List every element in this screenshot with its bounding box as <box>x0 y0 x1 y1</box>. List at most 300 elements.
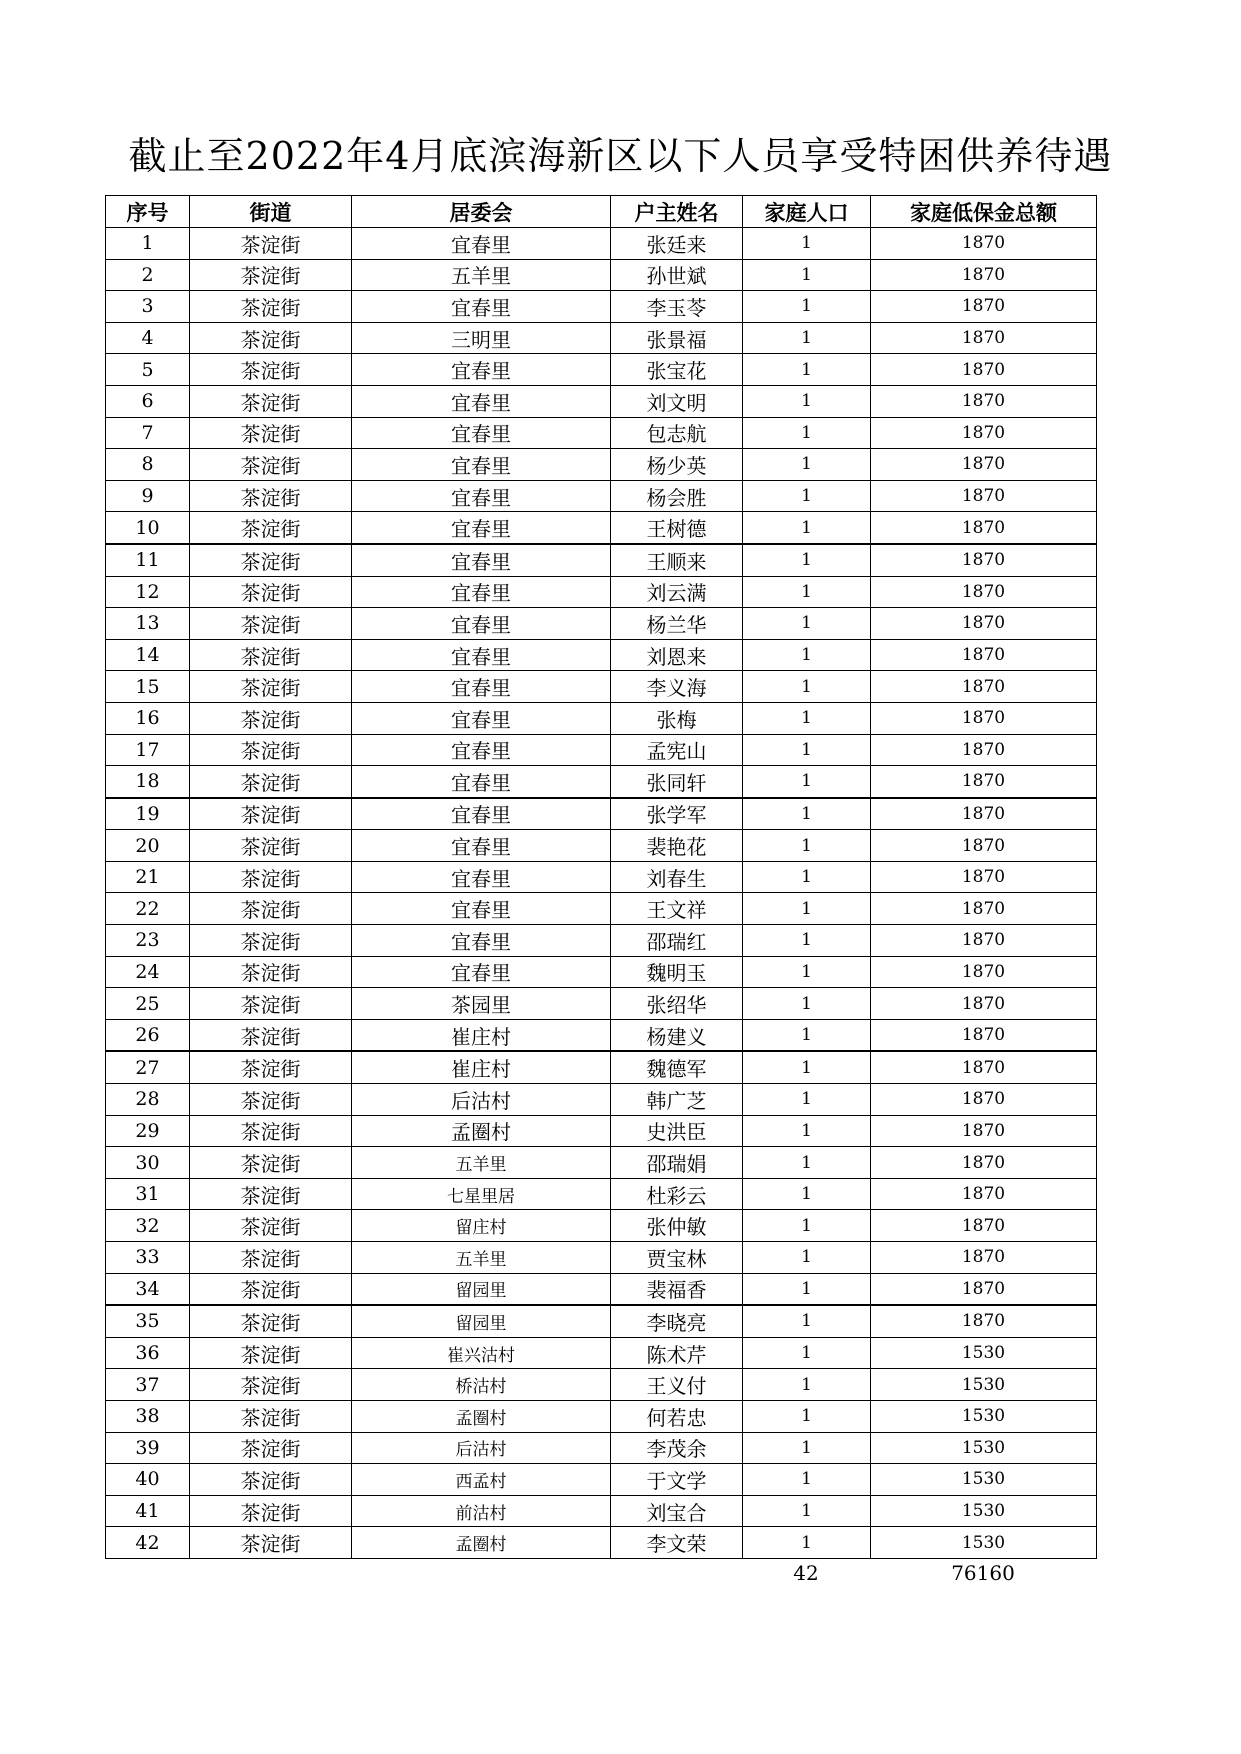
cell-committee: 宜春里 <box>352 385 611 417</box>
table-row <box>106 608 1097 640</box>
cell-householder: 魏明玉 <box>611 956 743 988</box>
table-row <box>106 1019 1097 1051</box>
cell-population: 1 <box>743 1400 871 1432</box>
cell-street: 茶淀街 <box>190 1147 352 1179</box>
cell-amount: 1870 <box>871 956 1097 988</box>
cell-committee: 五羊里 <box>352 259 611 291</box>
cell-householder: 孟宪山 <box>611 734 743 766</box>
cell-population: 1 <box>743 1115 871 1147</box>
cell-population: 1 <box>743 830 871 862</box>
cell-amount: 1870 <box>871 734 1097 766</box>
cell-householder: 裴福香 <box>611 1273 743 1305</box>
cell-amount: 1530 <box>871 1337 1097 1369</box>
table-row <box>106 322 1097 354</box>
cell-street: 茶淀街 <box>190 608 352 640</box>
cell-householder: 张宝花 <box>611 354 743 386</box>
cell-householder: 刘恩来 <box>611 639 743 671</box>
header-row <box>106 196 1097 228</box>
cell-street: 茶淀街 <box>190 259 352 291</box>
table-row <box>106 1400 1097 1432</box>
cell-street: 茶淀街 <box>190 544 352 576</box>
cell-population: 1 <box>743 512 871 544</box>
cell-committee: 宜春里 <box>352 480 611 512</box>
table-row <box>106 766 1097 798</box>
cell-amount: 1870 <box>871 417 1097 449</box>
cell-index: 36 <box>106 1337 190 1369</box>
cell-index: 24 <box>106 956 190 988</box>
cell-index: 38 <box>106 1400 190 1432</box>
cell-householder: 李晓亮 <box>611 1305 743 1337</box>
col-header-population: 家庭人口 <box>743 196 871 228</box>
table-row <box>106 1051 1097 1083</box>
cell-street: 茶淀街 <box>190 576 352 608</box>
cell-index: 26 <box>106 1019 190 1051</box>
cell-householder: 何若忠 <box>611 1400 743 1432</box>
cell-population: 1 <box>743 1464 871 1496</box>
cell-index: 19 <box>106 798 190 830</box>
table-row <box>106 1242 1097 1274</box>
cell-index: 37 <box>106 1369 190 1401</box>
cell-amount: 1870 <box>871 449 1097 481</box>
cell-householder: 于文学 <box>611 1464 743 1496</box>
cell-population: 1 <box>743 354 871 386</box>
cell-index: 33 <box>106 1242 190 1274</box>
table-row <box>106 830 1097 862</box>
cell-committee: 宜春里 <box>352 956 611 988</box>
cell-committee: 宜春里 <box>352 671 611 703</box>
cell-committee: 后沽村 <box>352 1432 611 1464</box>
table-row <box>106 1464 1097 1496</box>
cell-index: 16 <box>106 702 190 734</box>
table-row <box>106 449 1097 481</box>
cell-committee: 孟圈村 <box>352 1400 611 1432</box>
table-row <box>106 259 1097 291</box>
col-header-index: 序号 <box>106 196 190 228</box>
cell-index: 11 <box>106 544 190 576</box>
cell-committee: 宜春里 <box>352 544 611 576</box>
cell-amount: 1870 <box>871 1305 1097 1337</box>
cell-street: 茶淀街 <box>190 1019 352 1051</box>
cell-committee: 崔兴沽村 <box>352 1337 611 1369</box>
cell-householder: 史洪臣 <box>611 1115 743 1147</box>
table-row <box>106 1369 1097 1401</box>
cell-householder: 李义海 <box>611 671 743 703</box>
cell-householder: 王文祥 <box>611 893 743 925</box>
cell-index: 12 <box>106 576 190 608</box>
cell-index: 23 <box>106 925 190 957</box>
assistance-table <box>105 195 1097 1559</box>
cell-householder: 杨建义 <box>611 1019 743 1051</box>
cell-amount: 1870 <box>871 925 1097 957</box>
table-row <box>106 291 1097 323</box>
cell-householder: 张廷来 <box>611 228 743 260</box>
cell-committee: 留庄村 <box>352 1210 611 1242</box>
cell-population: 1 <box>743 228 871 260</box>
cell-index: 15 <box>106 671 190 703</box>
cell-committee: 五羊里 <box>352 1242 611 1274</box>
cell-amount: 1870 <box>871 1084 1097 1116</box>
cell-street: 茶淀街 <box>190 480 352 512</box>
cell-committee: 孟圈村 <box>352 1527 611 1559</box>
cell-householder: 张梅 <box>611 702 743 734</box>
cell-index: 5 <box>106 354 190 386</box>
cell-population: 1 <box>743 1051 871 1083</box>
table-row <box>106 1527 1097 1559</box>
cell-index: 42 <box>106 1527 190 1559</box>
cell-street: 茶淀街 <box>190 1400 352 1432</box>
cell-index: 28 <box>106 1084 190 1116</box>
col-header-street: 街道 <box>190 196 352 228</box>
table-row <box>106 639 1097 671</box>
cell-amount: 1870 <box>871 291 1097 323</box>
table-row <box>106 1432 1097 1464</box>
cell-street: 茶淀街 <box>190 766 352 798</box>
cell-householder: 杨少英 <box>611 449 743 481</box>
cell-index: 29 <box>106 1115 190 1147</box>
cell-index: 1 <box>106 228 190 260</box>
cell-committee: 宜春里 <box>352 608 611 640</box>
cell-committee: 宜春里 <box>352 830 611 862</box>
cell-amount: 1870 <box>871 354 1097 386</box>
cell-amount: 1870 <box>871 1115 1097 1147</box>
cell-index: 20 <box>106 830 190 862</box>
cell-street: 茶淀街 <box>190 1495 352 1527</box>
cell-amount: 1870 <box>871 1147 1097 1179</box>
cell-householder: 李茂余 <box>611 1432 743 1464</box>
cell-householder: 韩广芝 <box>611 1084 743 1116</box>
cell-index: 22 <box>106 893 190 925</box>
cell-index: 7 <box>106 417 190 449</box>
cell-amount: 1530 <box>871 1495 1097 1527</box>
cell-population: 1 <box>743 1432 871 1464</box>
cell-amount: 1870 <box>871 830 1097 862</box>
cell-street: 茶淀街 <box>190 1305 352 1337</box>
cell-street: 茶淀街 <box>190 671 352 703</box>
cell-householder: 张绍华 <box>611 988 743 1020</box>
cell-committee: 桥沽村 <box>352 1369 611 1401</box>
table-row <box>106 417 1097 449</box>
cell-householder: 刘宝合 <box>611 1495 743 1527</box>
cell-street: 茶淀街 <box>190 512 352 544</box>
cell-amount: 1530 <box>871 1369 1097 1401</box>
cell-committee: 茶园里 <box>352 988 611 1020</box>
cell-index: 13 <box>106 608 190 640</box>
cell-householder: 孙世斌 <box>611 259 743 291</box>
cell-index: 9 <box>106 480 190 512</box>
cell-committee: 宜春里 <box>352 925 611 957</box>
cell-committee: 宜春里 <box>352 798 611 830</box>
table-row <box>106 702 1097 734</box>
cell-committee: 宜春里 <box>352 512 611 544</box>
cell-amount: 1870 <box>871 1019 1097 1051</box>
cell-population: 1 <box>743 1178 871 1210</box>
cell-amount: 1870 <box>871 988 1097 1020</box>
cell-amount: 1870 <box>871 702 1097 734</box>
cell-street: 茶淀街 <box>190 322 352 354</box>
cell-index: 10 <box>106 512 190 544</box>
cell-amount: 1870 <box>871 639 1097 671</box>
cell-street: 茶淀街 <box>190 228 352 260</box>
col-header-committee: 居委会 <box>352 196 611 228</box>
cell-population: 1 <box>743 639 871 671</box>
cell-householder: 裴艳花 <box>611 830 743 862</box>
cell-householder: 陈术芹 <box>611 1337 743 1369</box>
cell-population: 1 <box>743 1084 871 1116</box>
cell-householder: 魏德军 <box>611 1051 743 1083</box>
cell-population: 1 <box>743 1527 871 1559</box>
cell-population: 1 <box>743 322 871 354</box>
cell-committee: 三明里 <box>352 322 611 354</box>
cell-street: 茶淀街 <box>190 925 352 957</box>
cell-amount: 1870 <box>871 1210 1097 1242</box>
cell-population: 1 <box>743 1210 871 1242</box>
page-title: 截止至2022年4月底滨海新区以下人员享受特困供养待遇 <box>128 134 1113 178</box>
cell-householder: 王树德 <box>611 512 743 544</box>
table-row <box>106 1337 1097 1369</box>
cell-street: 茶淀街 <box>190 1051 352 1083</box>
cell-population: 1 <box>743 1019 871 1051</box>
cell-street: 茶淀街 <box>190 1210 352 1242</box>
cell-population: 1 <box>743 671 871 703</box>
cell-index: 35 <box>106 1305 190 1337</box>
cell-householder: 刘春生 <box>611 861 743 893</box>
cell-householder: 张景福 <box>611 322 743 354</box>
cell-householder: 李文荣 <box>611 1527 743 1559</box>
cell-amount: 1530 <box>871 1464 1097 1496</box>
cell-amount: 1870 <box>871 1178 1097 1210</box>
cell-committee: 五羊里 <box>352 1147 611 1179</box>
cell-population: 1 <box>743 766 871 798</box>
cell-amount: 1870 <box>871 544 1097 576</box>
cell-committee: 宜春里 <box>352 766 611 798</box>
table-row <box>106 1115 1097 1147</box>
cell-population: 1 <box>743 988 871 1020</box>
cell-householder: 刘文明 <box>611 385 743 417</box>
cell-population: 1 <box>743 925 871 957</box>
cell-population: 1 <box>743 1273 871 1305</box>
cell-index: 8 <box>106 449 190 481</box>
cell-amount: 1870 <box>871 385 1097 417</box>
cell-amount: 1870 <box>871 671 1097 703</box>
cell-amount: 1530 <box>871 1400 1097 1432</box>
cell-population: 1 <box>743 1369 871 1401</box>
cell-amount: 1870 <box>871 798 1097 830</box>
cell-street: 茶淀街 <box>190 354 352 386</box>
cell-amount: 1870 <box>871 1273 1097 1305</box>
table-row <box>106 988 1097 1020</box>
cell-committee: 留园里 <box>352 1305 611 1337</box>
table-row <box>106 544 1097 576</box>
cell-amount: 1870 <box>871 1051 1097 1083</box>
cell-index: 21 <box>106 861 190 893</box>
cell-amount: 1870 <box>871 512 1097 544</box>
table-row <box>106 1273 1097 1305</box>
cell-householder: 包志航 <box>611 417 743 449</box>
cell-committee: 宜春里 <box>352 449 611 481</box>
cell-householder: 杜彩云 <box>611 1178 743 1210</box>
cell-street: 茶淀街 <box>190 1527 352 1559</box>
cell-population: 1 <box>743 734 871 766</box>
cell-street: 茶淀街 <box>190 1242 352 1274</box>
cell-index: 14 <box>106 639 190 671</box>
cell-index: 39 <box>106 1432 190 1464</box>
cell-amount: 1870 <box>871 228 1097 260</box>
cell-street: 茶淀街 <box>190 956 352 988</box>
cell-street: 茶淀街 <box>190 702 352 734</box>
cell-index: 41 <box>106 1495 190 1527</box>
cell-street: 茶淀街 <box>190 1432 352 1464</box>
table-row <box>106 354 1097 386</box>
cell-street: 茶淀街 <box>190 385 352 417</box>
cell-index: 4 <box>106 322 190 354</box>
cell-amount: 1870 <box>871 480 1097 512</box>
cell-amount: 1530 <box>871 1527 1097 1559</box>
cell-committee: 留园里 <box>352 1273 611 1305</box>
cell-amount: 1870 <box>871 322 1097 354</box>
table-row <box>106 956 1097 988</box>
cell-committee: 崔庄村 <box>352 1019 611 1051</box>
cell-index: 17 <box>106 734 190 766</box>
cell-population: 1 <box>743 608 871 640</box>
cell-committee: 七星里居 <box>352 1178 611 1210</box>
table-row <box>106 1495 1097 1527</box>
cell-street: 茶淀街 <box>190 1337 352 1369</box>
cell-population: 1 <box>743 1242 871 1274</box>
cell-amount: 1870 <box>871 576 1097 608</box>
total-amount: 76160 <box>951 1561 1015 1585</box>
cell-householder: 邵瑞娟 <box>611 1147 743 1179</box>
cell-householder: 杨会胜 <box>611 480 743 512</box>
cell-index: 34 <box>106 1273 190 1305</box>
table-row <box>106 1084 1097 1116</box>
cell-index: 3 <box>106 291 190 323</box>
cell-householder: 王义付 <box>611 1369 743 1401</box>
cell-index: 25 <box>106 988 190 1020</box>
cell-committee: 西孟村 <box>352 1464 611 1496</box>
cell-street: 茶淀街 <box>190 417 352 449</box>
cell-population: 1 <box>743 893 871 925</box>
cell-population: 1 <box>743 544 871 576</box>
cell-committee: 后沽村 <box>352 1084 611 1116</box>
cell-population: 1 <box>743 798 871 830</box>
cell-population: 1 <box>743 480 871 512</box>
cell-amount: 1870 <box>871 608 1097 640</box>
cell-index: 18 <box>106 766 190 798</box>
cell-amount: 1530 <box>871 1432 1097 1464</box>
cell-population: 1 <box>743 702 871 734</box>
cell-committee: 宜春里 <box>352 639 611 671</box>
table-row <box>106 1178 1097 1210</box>
col-header-amount: 家庭低保金总额 <box>871 196 1097 228</box>
cell-street: 茶淀街 <box>190 1464 352 1496</box>
table-row <box>106 228 1097 260</box>
cell-population: 1 <box>743 1147 871 1179</box>
cell-householder: 杨兰华 <box>611 608 743 640</box>
cell-committee: 宜春里 <box>352 228 611 260</box>
cell-committee: 宜春里 <box>352 702 611 734</box>
cell-committee: 崔庄村 <box>352 1051 611 1083</box>
col-header-householder: 户主姓名 <box>611 196 743 228</box>
cell-householder: 刘云满 <box>611 576 743 608</box>
cell-population: 1 <box>743 449 871 481</box>
cell-index: 31 <box>106 1178 190 1210</box>
table-row <box>106 861 1097 893</box>
cell-index: 40 <box>106 1464 190 1496</box>
table-row <box>106 925 1097 957</box>
cell-street: 茶淀街 <box>190 1178 352 1210</box>
cell-street: 茶淀街 <box>190 798 352 830</box>
cell-population: 1 <box>743 259 871 291</box>
cell-amount: 1870 <box>871 1242 1097 1274</box>
cell-population: 1 <box>743 1495 871 1527</box>
table-row <box>106 1305 1097 1337</box>
cell-street: 茶淀街 <box>190 830 352 862</box>
cell-street: 茶淀街 <box>190 734 352 766</box>
cell-committee: 宜春里 <box>352 861 611 893</box>
cell-householder: 张仲敏 <box>611 1210 743 1242</box>
cell-street: 茶淀街 <box>190 988 352 1020</box>
cell-street: 茶淀街 <box>190 1084 352 1116</box>
table-row <box>106 1147 1097 1179</box>
table-row <box>106 576 1097 608</box>
cell-population: 1 <box>743 291 871 323</box>
cell-population: 1 <box>743 417 871 449</box>
table-row <box>106 1210 1097 1242</box>
cell-street: 茶淀街 <box>190 449 352 481</box>
cell-amount: 1870 <box>871 861 1097 893</box>
table-row <box>106 798 1097 830</box>
table-row <box>106 671 1097 703</box>
cell-committee: 前沽村 <box>352 1495 611 1527</box>
cell-index: 6 <box>106 385 190 417</box>
cell-committee: 宜春里 <box>352 354 611 386</box>
cell-street: 茶淀街 <box>190 291 352 323</box>
cell-street: 茶淀街 <box>190 639 352 671</box>
cell-index: 2 <box>106 259 190 291</box>
cell-street: 茶淀街 <box>190 893 352 925</box>
cell-householder: 李玉苓 <box>611 291 743 323</box>
cell-committee: 宜春里 <box>352 417 611 449</box>
cell-population: 1 <box>743 861 871 893</box>
cell-householder: 邵瑞红 <box>611 925 743 957</box>
cell-committee: 孟圈村 <box>352 1115 611 1147</box>
cell-population: 1 <box>743 385 871 417</box>
table-row <box>106 734 1097 766</box>
cell-population: 1 <box>743 1305 871 1337</box>
cell-householder: 王顺来 <box>611 544 743 576</box>
cell-amount: 1870 <box>871 893 1097 925</box>
cell-householder: 张学军 <box>611 798 743 830</box>
cell-amount: 1870 <box>871 766 1097 798</box>
cell-committee: 宜春里 <box>352 734 611 766</box>
table-row <box>106 480 1097 512</box>
cell-householder: 张同轩 <box>611 766 743 798</box>
cell-population: 1 <box>743 576 871 608</box>
cell-street: 茶淀街 <box>190 1273 352 1305</box>
cell-amount: 1870 <box>871 259 1097 291</box>
cell-index: 27 <box>106 1051 190 1083</box>
table-row <box>106 385 1097 417</box>
cell-committee: 宜春里 <box>352 291 611 323</box>
cell-committee: 宜春里 <box>352 893 611 925</box>
total-population: 42 <box>793 1561 819 1585</box>
cell-population: 1 <box>743 956 871 988</box>
cell-committee: 宜春里 <box>352 576 611 608</box>
cell-index: 30 <box>106 1147 190 1179</box>
cell-street: 茶淀街 <box>190 861 352 893</box>
cell-householder: 贾宝林 <box>611 1242 743 1274</box>
cell-population: 1 <box>743 1337 871 1369</box>
